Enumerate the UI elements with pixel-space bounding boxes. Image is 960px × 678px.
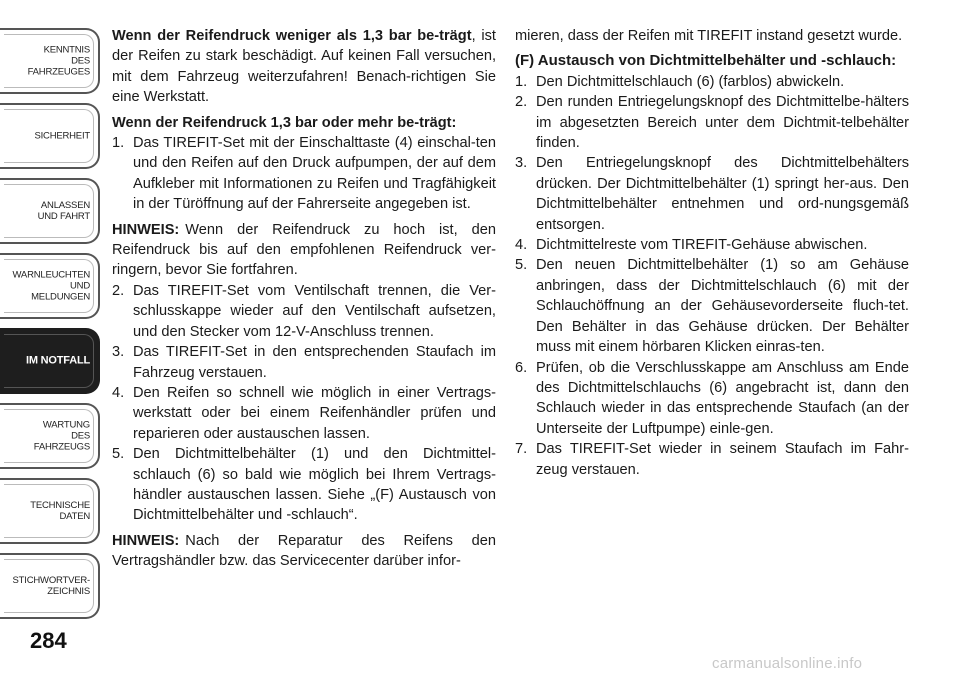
tab-label: IM NOTFALL (26, 354, 90, 367)
list-text: Den Entriegelungsknopf des Dichtmittelbehälters drücken. Der Dichtmittelbehälter (1) springt her-aus. Den Dichtmittelbehälter entnehmen und ord-nungsgemäß entsorgen. (536, 155, 909, 233)
list-item (515, 255, 909, 357)
tab-label: WARNLEUCHTEN UND MELDUNGEN (12, 269, 90, 303)
low-pressure-bold: Wenn der Reifendruck weniger als 1,3 bar be-trägt (112, 28, 472, 44)
list-number: 6. (515, 359, 528, 376)
list-number: 3. (112, 344, 125, 361)
list-text: Das TIREFIT-Set vom Ventilschaft trennen, die Ver-schlusskappe wieder auf den Ventilschaft aufsetzen, und den Stecker vom 12-V-Anschluss trennen. (133, 282, 496, 340)
paragraph-low-pressure (112, 26, 496, 108)
tab-label: WARTUNG DES FAHRZEUGS (33, 419, 90, 453)
list-item (515, 153, 909, 235)
list-text: Das TIREFIT-Set mit der Einschalttaste (4) einschal-ten und den Reifen auf den Druck aufpumpen, der auf dem Aufkleber mit Informationen zu Reifen und Tragfähigkeit in der Türöffnung auf der Fahrerseite angegeben ist. (133, 135, 496, 213)
list-text: Den runden Entriegelungsknopf des Dichtmittelbe-hälters im abgesetzten Bereich unter dem Dichtmit-telbehälter finden. (536, 94, 909, 152)
tab-wartung-des-fahrzeugs[interactable] (0, 403, 100, 469)
tab-im-notfall[interactable] (0, 328, 100, 394)
section-heading: (F) Austausch von Dichtmittelbehälter und -schlauch: (515, 52, 897, 70)
tab-stichwortverzeichnis[interactable] (0, 553, 100, 619)
list-item (515, 235, 909, 255)
list-number: 5. (112, 446, 125, 463)
list-text: Das TIREFIT-Set in den entsprechenden Staufach im Fahrzeug verstauen. (133, 344, 496, 381)
list-number: 5. (515, 257, 528, 274)
list-text: Den Reifen so schnell wie möglich in einer Vertrags-werkstatt oder bei einem Reifenhändler prüfen und reparieren oder austauschen lassen. (133, 384, 496, 442)
list-text: Das TIREFIT-Set wieder in seinem Staufach im Fahr-zeug verstauen. (536, 441, 909, 478)
list-text: Den Dichtmittelschlauch (6) (farblos) abwickeln. (536, 73, 845, 90)
list-item (515, 439, 909, 480)
tab-label: SICHERHEIT (34, 130, 90, 142)
list-number: 2. (515, 94, 528, 111)
note-paragraph (112, 220, 496, 281)
tab-label: STICHWORTVER- ZEICHNIS (12, 575, 90, 597)
note-text: Nach der Reparatur des Reifens den Vertragshändler bzw. das Servicecenter darüber infor- (112, 532, 496, 570)
list-text: Den neuen Dichtmittelbehälter (1) so am Gehäuse anbringen, dass der Dichtmittelschlauch (6) mit der Schlauchöffnung an der Gehäusevorderseite fluch-tet. Den Behälter in das Gehäuse drücken. Der Behälter muss mit einem hörbaren Klicken einras-ten. (536, 257, 909, 356)
list-number: 2. (112, 282, 125, 299)
list-item (112, 133, 496, 215)
list-item (515, 358, 909, 440)
list-item (112, 342, 496, 383)
list-item (112, 383, 496, 444)
note-label: HINWEIS: (112, 532, 180, 549)
low-pressure-text: , ist der Reifen zu stark beschädigt. Auf keinen Fall versuchen, mit dem Fahrzeug weiterzufahren! Benach-richtigen Sie eine Werkstatt. (112, 28, 496, 106)
chapter-sidebar (0, 0, 104, 678)
list-item (112, 444, 496, 526)
note-text: Wenn der Reifendruck zu hoch ist, den Reifendruck bis auf den empfohlenen Reifendruck ver-ringern, bevor Sie fortfahren. (112, 221, 496, 279)
right-column (515, 26, 909, 480)
note-label: HINWEIS: (112, 221, 180, 238)
list-text: Prüfen, ob die Verschlusskappe am Anschluss am Ende des Dichtmittelschlauchs (6) angebracht ist, dann den Schlauch wieder in das entsprechende Staufach (an der Unterseite der Luftpumpe) einle-gen. (536, 359, 909, 437)
tab-anlassen-und-fahrt[interactable] (0, 178, 100, 244)
tab-sicherheit[interactable] (0, 103, 100, 169)
list-item (112, 281, 496, 342)
tab-technische-daten[interactable] (0, 478, 100, 544)
watermark: carmanualsonline.info (712, 655, 863, 672)
list-number: 7. (515, 441, 528, 458)
list-item (515, 72, 909, 92)
list-number: 1. (112, 135, 125, 152)
tab-kenntnis-des-fahrzeuges[interactable] (0, 28, 100, 94)
left-column (112, 26, 496, 572)
tab-label: ANLASSEN UND FAHRT (37, 200, 90, 222)
page-number: 284 (30, 628, 67, 653)
list-number: 3. (515, 155, 528, 172)
tab-label: KENNTNIS DES FAHRZEUGES (27, 44, 90, 78)
tab-label: TECHNISCHE DATEN (30, 500, 90, 522)
list-number: 4. (515, 237, 528, 254)
list-text: Dichtmittelreste vom TIREFIT-Gehäuse abwischen. (536, 237, 868, 254)
list-number: 1. (515, 73, 528, 90)
list-text: Den Dichtmittelbehälter (1) und den Dichtmittel-schlauch (6) so bald wie möglich bei Ihrem Vertrags-händler austauschen lassen. Siehe „(F) Austausch von Dichtmittelbehälter und -schlauch“. (133, 446, 496, 524)
paragraph-pressure-ok-heading: Wenn der Reifendruck 1,3 bar oder mehr be-trägt: (112, 114, 457, 131)
paragraph-continuation: mieren, dass der Reifen mit TIREFIT instand gesetzt wurde. (515, 28, 903, 44)
list-item (515, 92, 909, 153)
tab-warnleuchten-und-meldungen[interactable] (0, 253, 100, 319)
list-number: 4. (112, 384, 125, 401)
note-paragraph (112, 531, 496, 572)
